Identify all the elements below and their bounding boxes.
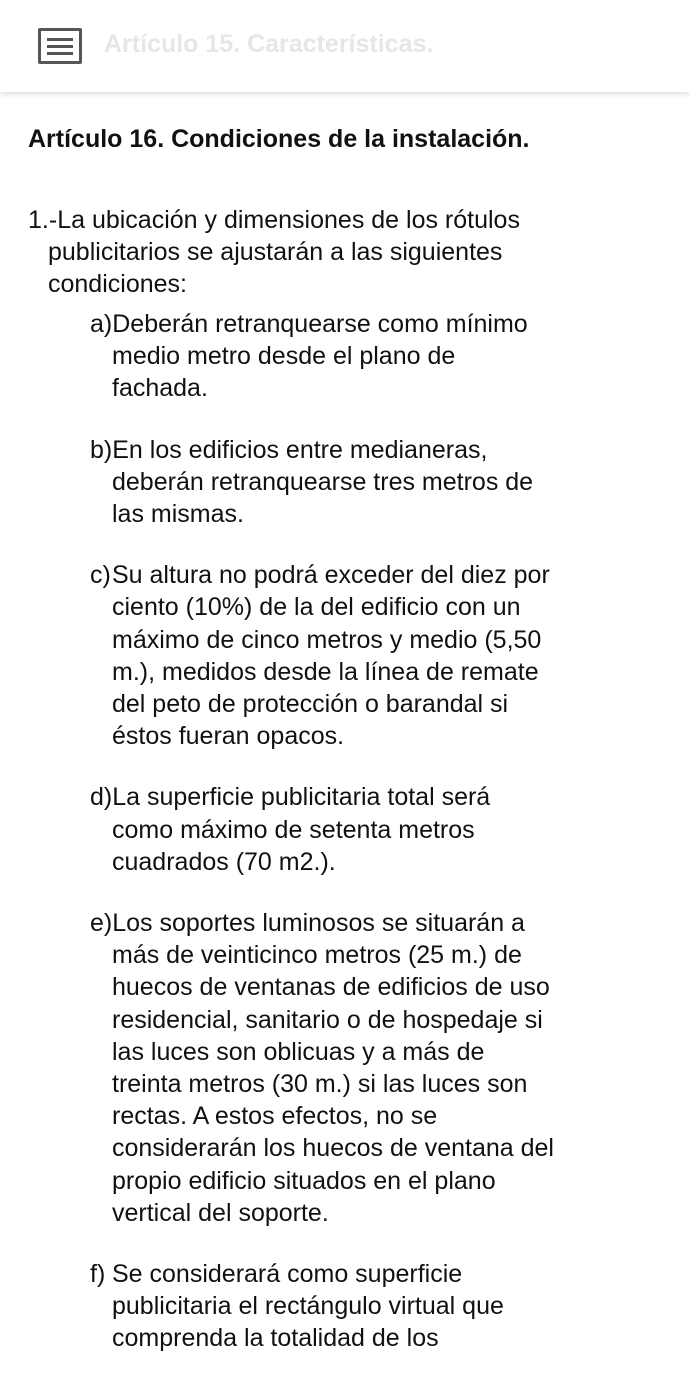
condition-line: considerarán los huecos de ventana del (112, 1134, 554, 1163)
condition-line: vertical del soporte. (112, 1198, 329, 1227)
condition-line: más de veinticinco metros (25 m.) de (112, 941, 522, 970)
condition-label: a) (90, 310, 113, 338)
article-heading: Artículo 16. Condiciones de la instalación. (28, 125, 530, 153)
condition-line: como máximo de setenta metros (112, 815, 475, 844)
paragraph-line-text: La ubicación y dimensiones de los rótulos (57, 206, 520, 234)
condition-line: las luces son oblicuas y a más de (112, 1037, 485, 1066)
condition-line: deberán retranquearse tres metros de (112, 467, 534, 496)
condition-line: Los soportes luminosos se situarán a (112, 909, 525, 938)
paragraph-line: condiciones: (48, 270, 187, 298)
conditions-list (90, 308, 610, 1380)
condition-item (90, 907, 610, 1229)
condition-line: Se considerará como superficie (112, 1260, 463, 1289)
condition-label: b) (90, 435, 113, 464)
condition-line: éstos fueran opacos. (112, 722, 345, 751)
condition-line: fachada. (112, 374, 208, 403)
condition-item (90, 434, 610, 531)
condition-label: c) (90, 561, 111, 590)
condition-item (90, 1258, 610, 1355)
condition-item (90, 559, 610, 752)
condition-line: rectas. A estos efectos, no se (112, 1102, 438, 1131)
condition-line: La superficie publicitaria total será (112, 783, 491, 812)
hamburger-menu-icon[interactable] (38, 28, 82, 64)
article-content (0, 92, 690, 1380)
condition-line: cuadrados (70 m2.). (112, 847, 336, 876)
condition-item (90, 781, 610, 878)
app-top-bar (0, 0, 690, 92)
menu-line (47, 38, 73, 41)
previous-article-title[interactable]: Artículo 15. Características. (104, 30, 434, 58)
paragraph-line: publicitarios se ajustarán a las siguientes (48, 238, 503, 266)
condition-label: f) (90, 1260, 106, 1289)
condition-item (90, 308, 610, 405)
condition-line: propio edificio situados en el plano (112, 1166, 496, 1195)
condition-line: residencial, sanitario o de hospedaje si (112, 1005, 543, 1034)
paragraph-line (28, 204, 588, 236)
condition-line: máximo de cinco metros y medio (5,50 (112, 625, 542, 654)
paragraph-number: 1.- (28, 206, 58, 234)
menu-line (47, 52, 73, 55)
condition-line: Su altura no podrá exceder del diez por (112, 561, 550, 590)
condition-line: m.), medidos desde la línea de remate (112, 657, 539, 686)
condition-label: e) (90, 909, 113, 938)
condition-line: ciento (10%) de la del edificio con un (112, 593, 521, 622)
menu-line (47, 45, 73, 48)
condition-line: treinta metros (30 m.) si las luces son (112, 1070, 528, 1099)
condition-line: comprenda la totalidad de los (112, 1324, 439, 1353)
article-paragraph (28, 204, 588, 300)
condition-line: del peto de protección o barandal si (112, 690, 509, 719)
condition-line: En los edificios entre medianeras, (112, 435, 488, 464)
condition-label: d) (90, 783, 113, 812)
condition-line: las mismas. (112, 500, 244, 529)
condition-line: medio metro desde el plano de (112, 342, 456, 371)
condition-line: huecos de ventanas de edificios de uso (112, 973, 550, 1002)
condition-line: Deberán retranquearse como mínimo (112, 310, 528, 338)
condition-line: publicitaria el rectángulo virtual que (112, 1292, 504, 1321)
